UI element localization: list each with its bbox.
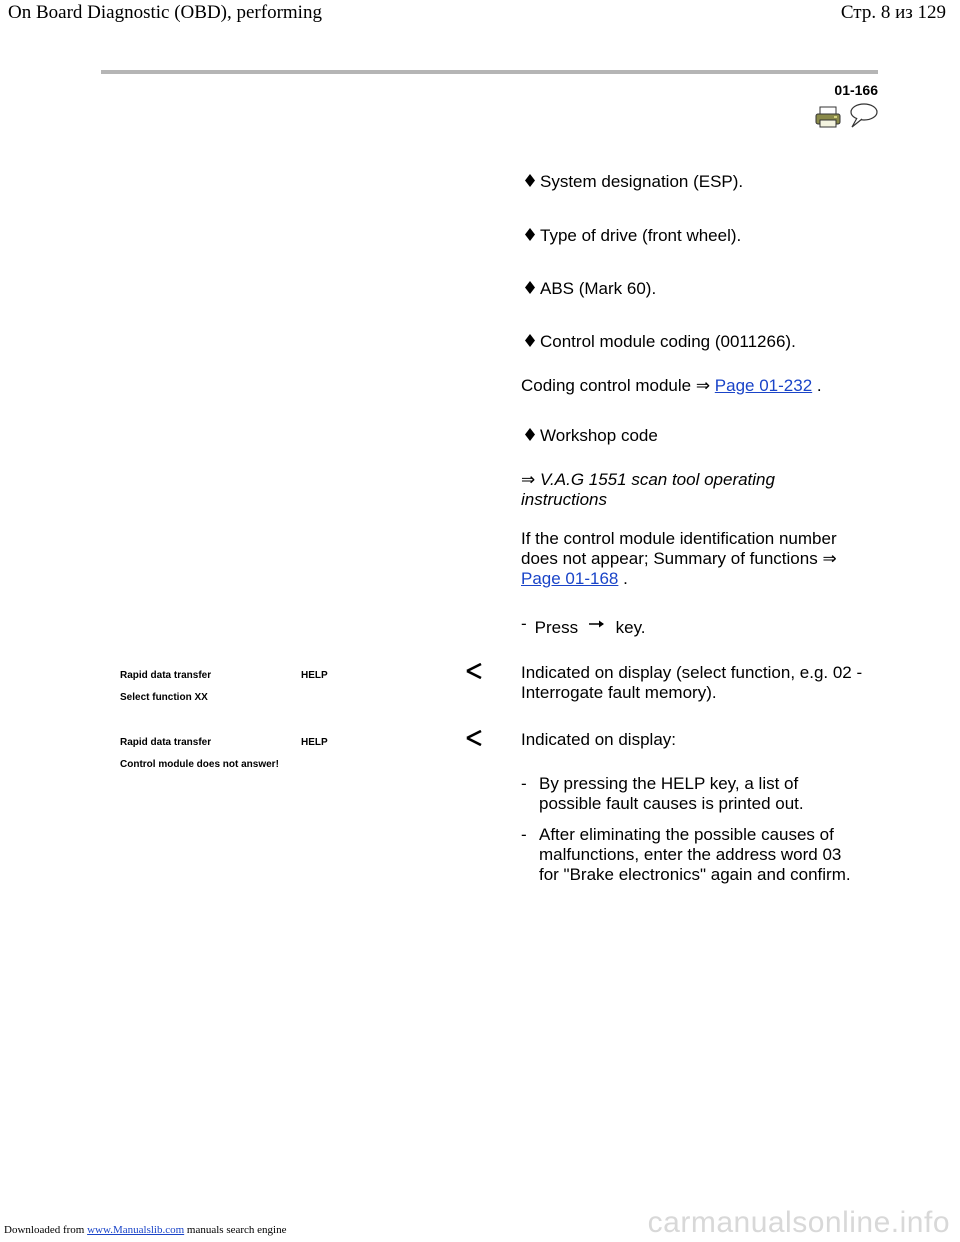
display2-line1-left: Rapid data transfer bbox=[120, 737, 212, 748]
comment-bubble-icon[interactable] bbox=[848, 102, 878, 128]
diamond-bullet-icon bbox=[525, 281, 535, 294]
diamond-bullet-icon bbox=[525, 428, 535, 441]
display1-description: Indicated on display (select function, e.g. 02 - Interrogate fault memory). bbox=[521, 663, 863, 702]
display1-line2: Select function XX bbox=[120, 692, 208, 703]
bullet-system-designation bbox=[525, 172, 743, 192]
bullet-workshop-code bbox=[525, 426, 658, 446]
bullet-coding bbox=[525, 332, 796, 352]
footer-downloaded: Downloaded from www.Manualslib.com manuals search engine bbox=[4, 1224, 287, 1236]
watermark: carmanualsonline.info bbox=[647, 1206, 950, 1239]
bullet-text: Workshop code bbox=[540, 426, 658, 445]
header-rule bbox=[101, 70, 878, 74]
coding-reference: Coding control module ⇒ Page 01-232 . bbox=[521, 376, 822, 395]
display2-line1-right: HELP bbox=[301, 737, 328, 748]
diamond-bullet-icon bbox=[525, 174, 535, 187]
diamond-bullet-icon bbox=[525, 228, 535, 241]
pointer-arrow-icon bbox=[465, 663, 483, 679]
bullet-text: System designation (ESP). bbox=[540, 172, 744, 191]
identification-note: If the control module identification number does not appear; Summary of functions ⇒ Page 01-168 . bbox=[521, 529, 837, 588]
step-help-key: - By pressing the HELP key, a list of possible fault causes is printed out. bbox=[521, 774, 804, 813]
page-link-01-168[interactable]: Page 01-168 bbox=[521, 569, 619, 588]
step-reenter-address: - After eliminating the possible causes of malfunctions, enter the address word 03 for "Brake electronics" again and confirm. bbox=[521, 825, 851, 884]
diamond-bullet-icon bbox=[525, 334, 535, 347]
display1-line1-left: Rapid data transfer bbox=[120, 670, 212, 681]
bullet-abs bbox=[525, 279, 656, 299]
page-number: 01-166 bbox=[834, 82, 878, 98]
printer-icon[interactable] bbox=[815, 106, 841, 128]
page-link-01-232[interactable]: Page 01-232 bbox=[714, 376, 813, 395]
manualslib-link[interactable]: www.Manualslib.com bbox=[87, 1224, 185, 1236]
pointer-arrow-icon bbox=[465, 730, 483, 746]
display2-line2: Control module does not answer! bbox=[120, 759, 279, 770]
press-key-step: - Press key. bbox=[521, 614, 646, 637]
bullet-drive-type bbox=[525, 226, 741, 246]
document-title: On Board Diagnostic (OBD), performing bbox=[8, 2, 322, 23]
bullet-text: ABS (Mark 60). bbox=[540, 279, 657, 298]
bullet-text: Type of drive (front wheel). bbox=[540, 226, 742, 245]
bullet-text: Control module coding (0011266). bbox=[540, 332, 796, 351]
scan-tool-reference: ⇒ V.A.G 1551 scan tool operating instructions bbox=[521, 470, 775, 509]
display2-description: Indicated on display: bbox=[521, 730, 676, 749]
display1-line1-right: HELP bbox=[301, 670, 328, 681]
right-arrow-key-icon bbox=[587, 619, 607, 629]
page-indicator: Стр. 8 из 129 bbox=[840, 2, 946, 23]
